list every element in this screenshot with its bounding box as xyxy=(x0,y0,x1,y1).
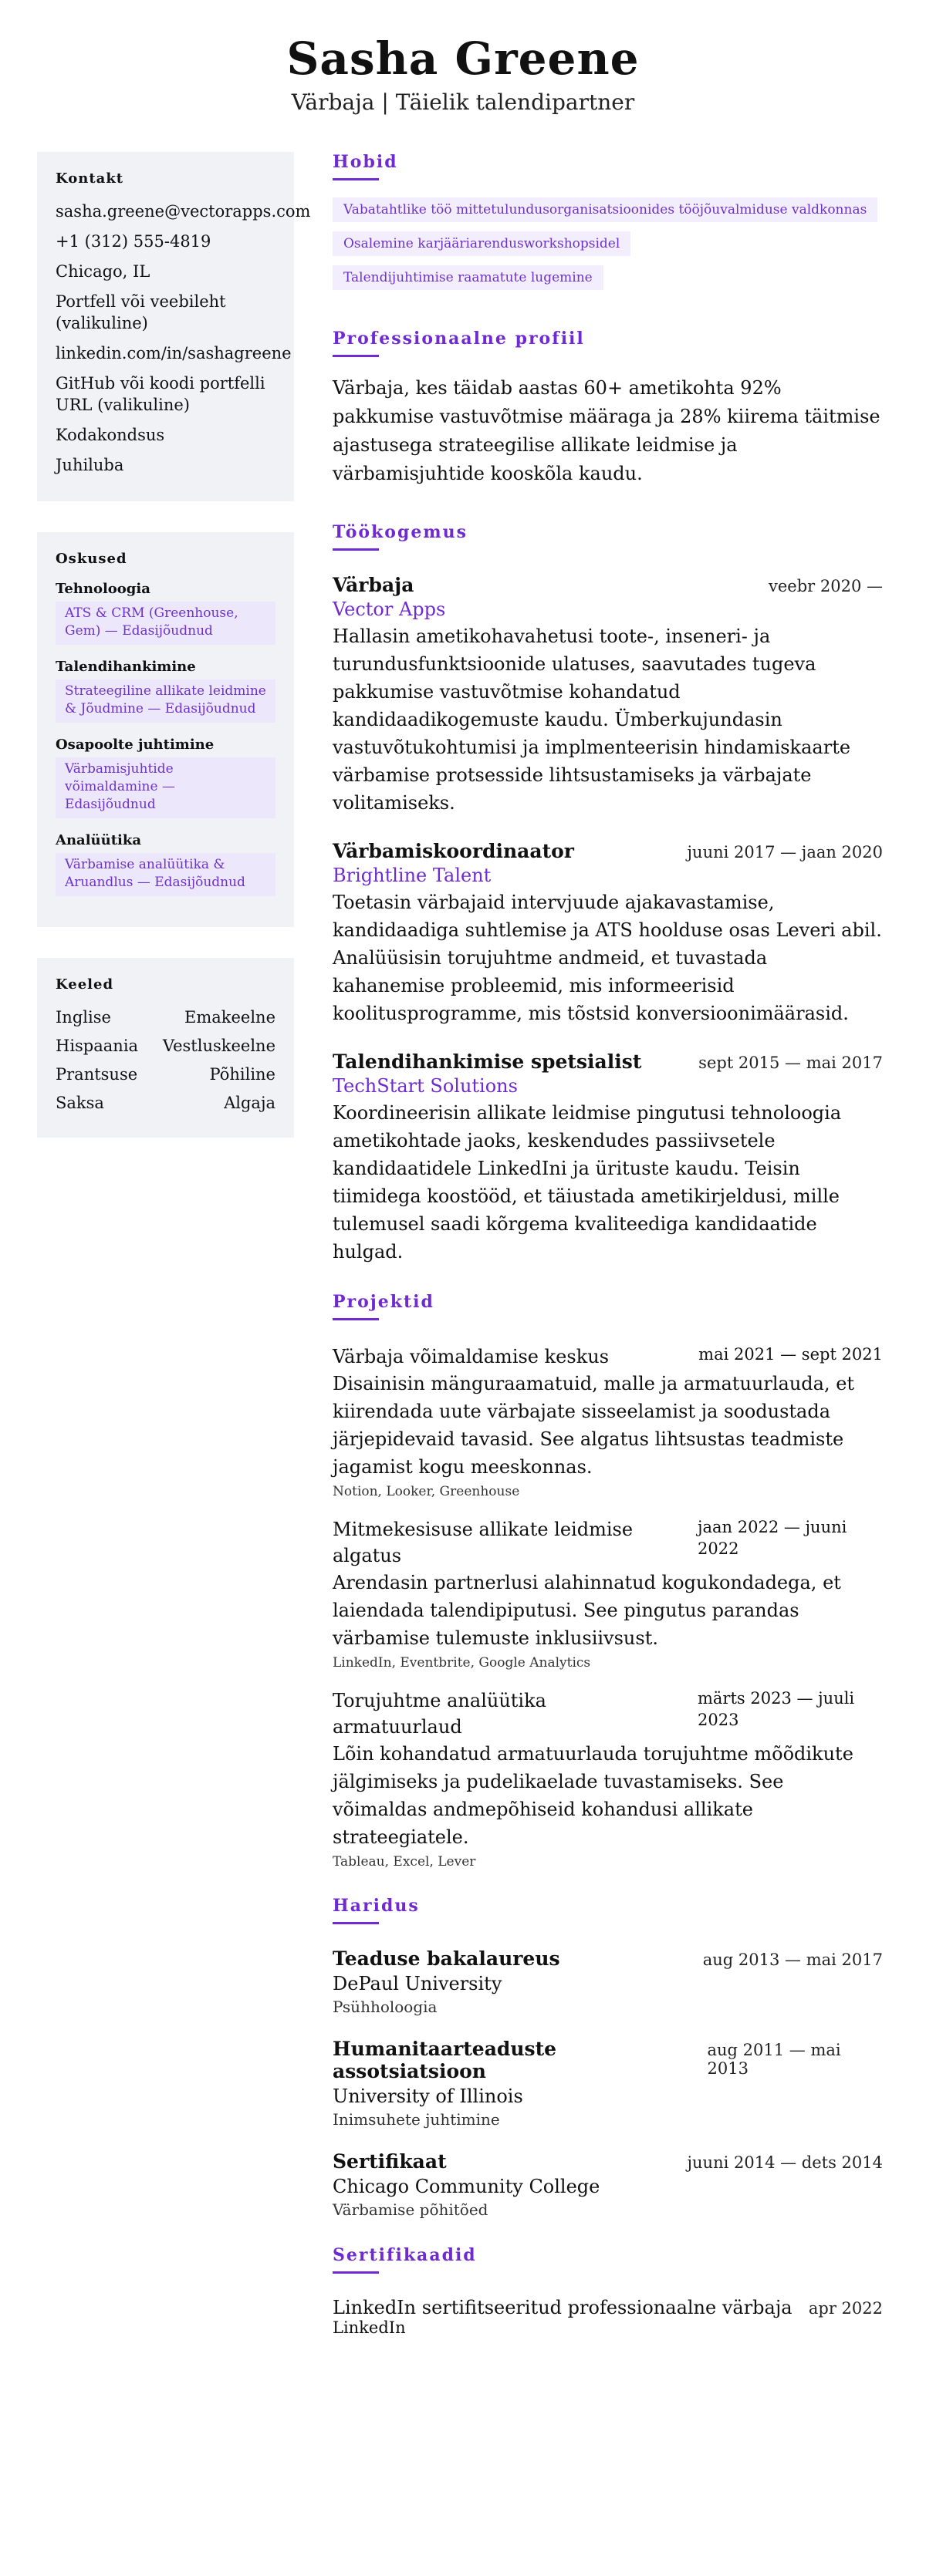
education-date: juuni 2014 — dets 2014 xyxy=(687,2153,883,2172)
skills-title: Oskused xyxy=(56,551,127,567)
job-date: veebr 2020 — xyxy=(769,577,883,595)
section-underline xyxy=(333,1922,379,1924)
skill-tag: ATS & CRM (Greenhouse, Gem) — Edasijõudnud xyxy=(56,602,275,645)
certifications-section xyxy=(333,2245,883,2337)
education-entry xyxy=(333,2038,883,2129)
project-description: Arendasin partnerlusi alahinnatud kogukondadega, et laiendada talendipiputusi. See pingutus parandas värbamise tulemuste inklusiivsust. xyxy=(333,1572,841,1649)
job-title: Värbamiskoordinaator xyxy=(333,840,574,862)
resume-body xyxy=(0,152,926,2337)
project-name: Mitmekesisuse allikate leidmise algatus xyxy=(333,1519,634,1566)
contact-github: GitHub või koodi portfelli URL (valikuline) xyxy=(56,374,265,414)
language-level: Algaja xyxy=(224,1094,275,1112)
education-entry xyxy=(333,1947,883,2016)
job-description: Koordineerisin allikate leidmise pingutusi tehnoloogia ametikohtade jaoks, keskendudes passiivsetele kandidaatidele LinkedIni ja ürituste kaudu. Teisin tiimidega koostööd, et täiustada ametikirjeldusi, mille tulemusel saadi kõrgema kvaliteediga kandidaatide hulgad. xyxy=(333,1102,842,1263)
section-underline xyxy=(333,1318,379,1320)
skills-box xyxy=(37,532,294,927)
certification-entry xyxy=(333,2297,883,2337)
contact-email[interactable]: sasha.greene@vectorapps.com xyxy=(56,202,311,221)
contact-license: Juhiluba xyxy=(56,456,124,474)
right-column xyxy=(333,152,883,2337)
education-field: Psühholoogia xyxy=(333,1998,438,2016)
language-row xyxy=(56,1006,275,1028)
job-date: sept 2015 — mai 2017 xyxy=(698,1054,883,1072)
contact-citizenship: Kodakondsus xyxy=(56,426,165,444)
skill-category: Analüütika xyxy=(56,832,142,848)
section-title: Hobid xyxy=(333,152,398,172)
hobby-tag: Vabatahtlike töö mittetulundusorganisatsioonides tööjõuvalmiduse valdkonnas xyxy=(333,197,877,222)
job-description: Toetasin värbajaid intervjuude ajakavastamise, kandidaadiga suhtlemise ja ATS hoolduse osas Leveri abil. Analüüsisin torujuhtme andmeid, et tuvastada kahanemise probleemid, mis informeerisid koolitusprogramme, mis tõstsid konversioonimäärasid. xyxy=(333,892,882,1024)
job-entry xyxy=(333,1050,883,1266)
profile-section xyxy=(333,329,883,488)
project-tech: Tableau, Excel, Lever xyxy=(333,1854,476,1870)
project-tech: LinkedIn, Eventbrite, Google Analytics xyxy=(333,1655,591,1671)
project-description: Disainisin mänguraamatuid, malle ja armatuurlauda, et kiirendada uute värbajate sisseelamist ja soodustada järjepidevaid tavasid. See algatus lihtsustas teadmiste jagamist kogu meeskonnas. xyxy=(333,1373,855,1478)
section-title: Haridus xyxy=(333,1896,420,1916)
section-underline xyxy=(333,178,379,180)
project-entry xyxy=(333,1688,883,1870)
language-row xyxy=(56,1064,275,1085)
candidate-name: Sasha Greene xyxy=(286,32,640,85)
certification-issuer: LinkedIn xyxy=(333,2318,406,2337)
job-title: Värbaja xyxy=(333,574,414,596)
section-title: Projektid xyxy=(333,1292,434,1312)
hobbies-section xyxy=(333,152,883,299)
section-underline xyxy=(333,2271,379,2274)
project-name: Torujuhtme analüütika armatuurlaud xyxy=(333,1690,546,1738)
experience-section xyxy=(333,522,883,1266)
section-title: Töökogemus xyxy=(333,522,468,542)
certification-name: LinkedIn sertifitseeritud professionaalne värbaja xyxy=(333,2297,793,2318)
projects-section xyxy=(333,1292,883,1870)
education-degree: Sertifikaat xyxy=(333,2150,447,2173)
section-underline xyxy=(333,548,379,551)
education-school: DePaul University xyxy=(333,1973,502,1994)
skill-tag: Strateegiline allikate leidmine & Jõudmine — Edasijõudnud xyxy=(56,679,275,723)
job-title: Talendihankimise spetsialist xyxy=(333,1050,642,1073)
language-level: Emakeelne xyxy=(184,1008,275,1027)
education-field: Inimsuhete juhtimine xyxy=(333,2110,500,2129)
job-entry xyxy=(333,574,883,817)
education-entry xyxy=(333,2150,883,2219)
project-entry xyxy=(333,1344,883,1499)
project-description: Lõin kohandatud armatuurlauda torujuhtme mõõdikute jälgimiseks ja pudelikaelade tuvastamiseks. See võimaldas andmepõhiseid kohandusi allikate strateegiatele. xyxy=(333,1743,853,1848)
language-name: Saksa xyxy=(56,1094,104,1112)
job-description: Hallasin ametikohavahetusi toote-, inseneri- ja turundusfunktsioonide ulatuses, saavutades tugeva pakkumise vastuvõtmise kohandatud kandidaadikogemuste kaudu. Ümberkujundasin vastuvõtukohtumisi ja implmenteerisin hindamiskaarte värbamise protsesside lihtsustamiseks ja värbajate volitamiseks. xyxy=(333,625,851,814)
contact-title: Kontakt xyxy=(56,170,124,187)
job-company: Brightline Talent xyxy=(333,865,492,886)
languages-title: Keeled xyxy=(56,976,114,993)
languages-box xyxy=(37,958,294,1138)
hobby-tag: Talendijuhtimise raamatute lugemine xyxy=(333,265,603,290)
education-field: Värbamise põhitõed xyxy=(333,2200,488,2219)
contact-box xyxy=(37,152,311,501)
contact-portfolio: Portfell või veebileht (valikuline) xyxy=(56,292,226,332)
education-section xyxy=(333,1896,883,2219)
language-name: Hispaania xyxy=(56,1037,139,1055)
project-tech: Notion, Looker, Greenhouse xyxy=(333,1484,520,1499)
job-date: juuni 2017 — jaan 2020 xyxy=(687,843,883,861)
skill-category: Talendihankimine xyxy=(56,659,196,675)
skill-tag: Värbamisjuhtide võimaldamine — Edasijõudnud xyxy=(56,757,275,818)
job-company: TechStart Solutions xyxy=(333,1075,518,1097)
profile-text: Värbaja, kes täidab aastas 60+ ametikohta 92% pakkumise vastuvõtmise määraga ja 28% kiirema täitmise ajastusega strateegilise allikate leidmise ja värbamisjuhtide kooskõla kaudu. xyxy=(333,377,880,484)
hobby-tag: Osalemine karjääriarendusworkshopsidel xyxy=(333,231,630,256)
project-date: jaan 2022 — juuni 2022 xyxy=(698,1518,847,1558)
language-level: Vestluskeelne xyxy=(162,1037,275,1055)
section-title: Professionaalne profiil xyxy=(333,329,585,349)
contact-location: Chicago, IL xyxy=(56,262,150,281)
project-date: märts 2023 — juuli 2023 xyxy=(698,1689,855,1729)
language-row xyxy=(56,1035,275,1057)
language-level: Põhiline xyxy=(209,1065,275,1084)
candidate-subtitle: Värbaja | Täielik talendipartner xyxy=(291,89,635,115)
contact-linkedin[interactable]: linkedin.com/in/sashagreene xyxy=(56,344,292,362)
language-name: Prantsuse xyxy=(56,1065,138,1084)
project-name: Värbaja võimaldamise keskus xyxy=(333,1346,610,1367)
section-title: Sertifikaadid xyxy=(333,2245,477,2265)
education-degree: Teaduse bakalaureus xyxy=(333,1947,560,1970)
skill-category: Osapoolte juhtimine xyxy=(56,737,215,753)
skill-tag: Värbamise analüütika & Aruandlus — Edasijõudnud xyxy=(56,853,275,896)
education-degree: Humanitaarteaduste assotsiatsioon xyxy=(333,2038,557,2082)
language-row xyxy=(56,1092,275,1114)
job-company: Vector Apps xyxy=(333,598,446,620)
skill-category: Tehnoloogia xyxy=(56,581,150,597)
job-entry xyxy=(333,840,883,1027)
education-date: aug 2013 — mai 2017 xyxy=(702,1951,883,1969)
section-underline xyxy=(333,355,379,357)
education-date: aug 2011 — mai 2013 xyxy=(707,2041,841,2078)
project-date: mai 2021 — sept 2021 xyxy=(698,1345,883,1364)
language-name: Inglise xyxy=(56,1008,111,1027)
project-entry xyxy=(333,1516,883,1671)
education-school: University of Illinois xyxy=(333,2085,523,2107)
certification-date: apr 2022 xyxy=(808,2299,883,2318)
left-column xyxy=(37,152,311,2337)
contact-phone[interactable]: +1 (312) 555-4819 xyxy=(56,232,211,251)
resume-header xyxy=(0,0,926,115)
education-school: Chicago Community College xyxy=(333,2176,600,2197)
